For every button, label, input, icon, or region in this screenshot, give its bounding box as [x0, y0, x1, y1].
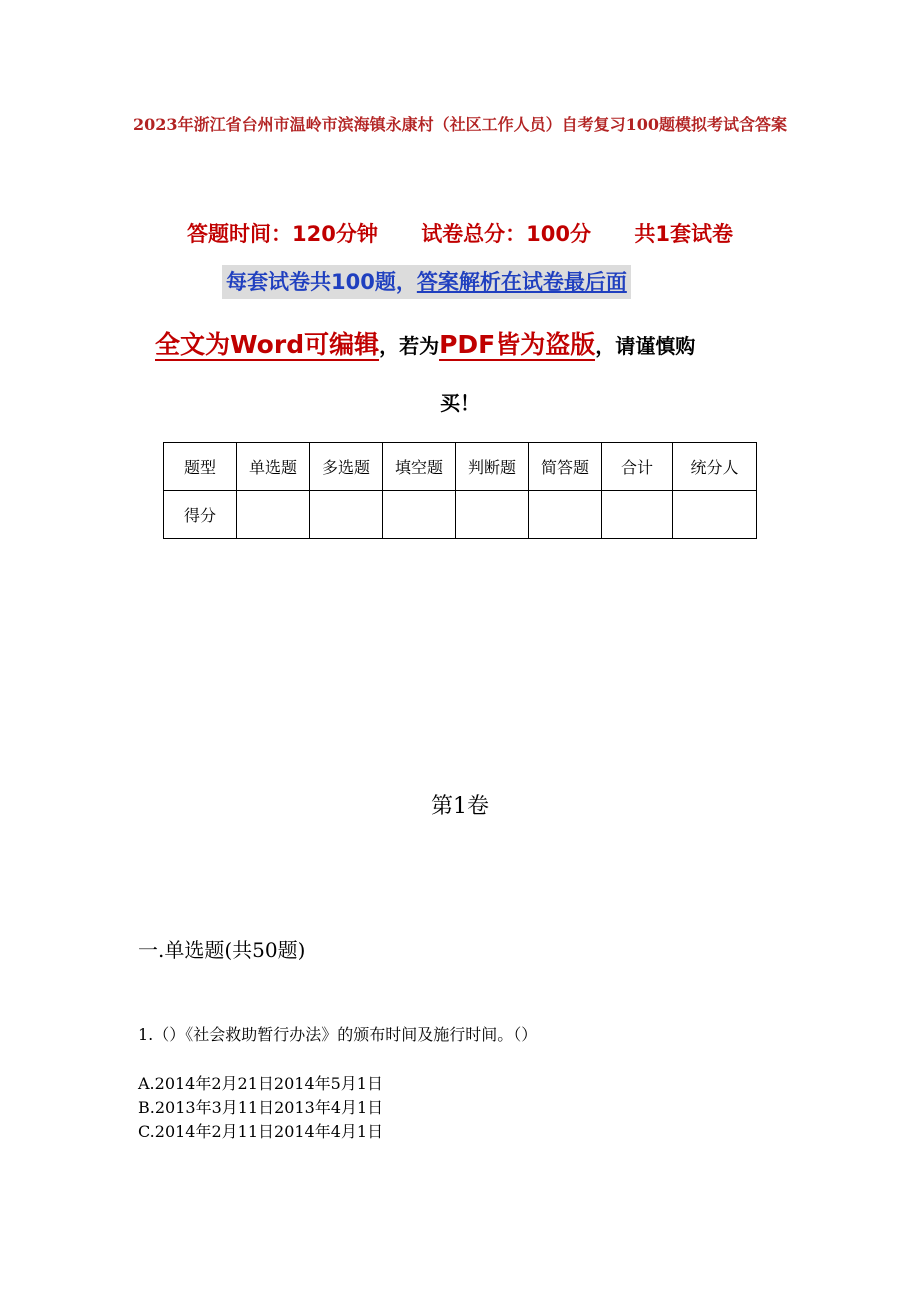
- exam-total-score: 试卷总分：100分: [421, 222, 592, 246]
- header-cell: 判断题: [456, 443, 529, 491]
- exam-set-count: 共1套试卷: [634, 222, 733, 246]
- exam-info-line: [0, 218, 920, 248]
- header-cell: 单选题: [237, 443, 310, 491]
- notice-text: 每套试卷共100题，: [226, 270, 417, 294]
- volume-heading: 第1卷: [431, 794, 489, 819]
- caution-text-end: 买！: [440, 391, 480, 415]
- header-cell: 简答题: [529, 443, 602, 491]
- score-cell: [602, 491, 673, 539]
- header-cell: 多选题: [310, 443, 383, 491]
- score-cell: [456, 491, 529, 539]
- notice-underlined-text: 答案解析在试卷最后面: [416, 270, 627, 294]
- score-table-header-row: [164, 443, 757, 491]
- piracy-notice: [155, 325, 695, 368]
- answer-location-notice: [222, 265, 631, 299]
- score-cell: [383, 491, 456, 539]
- score-row-label: 得分: [164, 491, 237, 539]
- question-option-a: A.2014年2月21日2014年5月1日: [138, 1074, 383, 1093]
- score-cell: [529, 491, 602, 539]
- header-cell: 填空题: [383, 443, 456, 491]
- piracy-connector: ，若为: [379, 334, 440, 358]
- caution-text: ，请谨慎购: [595, 334, 696, 358]
- header-cell: 题型: [164, 443, 237, 491]
- score-cell: [673, 491, 757, 539]
- exam-time: 答题时间：120分钟: [187, 222, 378, 246]
- score-table-score-row: [164, 491, 757, 539]
- question-option-b: B.2013年3月11日2013年4月1日: [138, 1098, 384, 1117]
- section-heading: 一.单选题(共50题): [138, 938, 306, 962]
- document-title: 2023年浙江省台州市温岭市滨海镇永康村（社区工作人员）自考复习100题模拟考试含答案: [133, 115, 787, 134]
- header-cell: 统分人: [673, 443, 757, 491]
- question-option-c: C.2014年2月11日2014年4月1日: [138, 1122, 384, 1141]
- score-cell: [237, 491, 310, 539]
- pdf-piracy-text: PDF皆为盗版: [439, 330, 596, 359]
- word-editable-text: 全文为Word可编辑: [155, 330, 380, 359]
- question-stem: 1.（）《社会救助暂行办法》的颁布时间及施行时间。（）: [138, 1025, 538, 1044]
- header-cell: 合计: [602, 443, 673, 491]
- score-cell: [310, 491, 383, 539]
- score-table: [163, 442, 757, 539]
